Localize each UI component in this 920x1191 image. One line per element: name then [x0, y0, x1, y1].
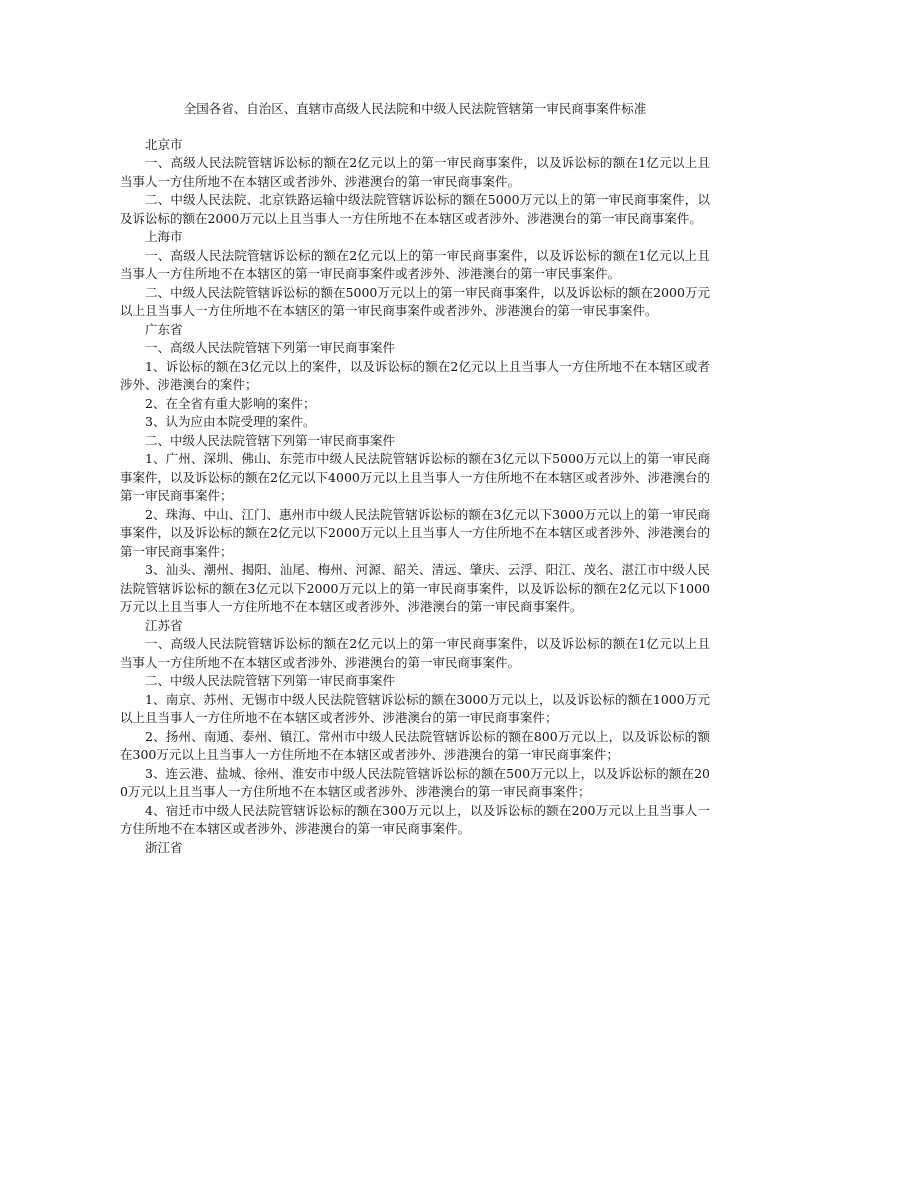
paragraph: 二、中级人民法院管辖下列第一审民商事案件: [145, 673, 396, 688]
paragraph: 3、汕头、潮州、揭阳、汕尾、梅州、河源、韶关、清远、肇庆、云浮、阳江、茂名、湛江市中级人民法院管辖诉讼标的额在3亿元以下2000万元以上的第一审民商事案件，以及诉讼标的额在2亿元以下1000万元以上且当事人一方住所地不在本辖区或者涉外、涉港澳台的第一审民商事案件。: [120, 562, 710, 614]
paragraph: 一、高级人民法院管辖诉讼标的额在2亿元以上的第一审民商事案件，以及诉讼标的额在1亿元以上且当事人一方住所地不在本辖区或者涉外、涉港澳台的第一审民商事案件。: [120, 155, 710, 189]
section: [120, 228, 710, 321]
paragraph: 2、珠海、中山、江门、惠州市中级人民法院管辖诉讼标的额在3亿元以下3000万元以上的第一审民商事案件，以及诉讼标的额在2亿元以下2000万元以上且当事人一方住所地不在本辖区或者涉外、涉港澳台的第一审民商事案件；: [120, 506, 710, 559]
paragraph: 2、在全省有重大影响的案件；: [145, 395, 316, 411]
paragraph: 3、认为应由本院受理的案件。: [145, 414, 316, 429]
paragraph: 一、高级人民法院管辖下列第一审民商事案件: [145, 340, 396, 355]
section-heading: 浙江省: [145, 839, 183, 855]
section: [120, 136, 710, 229]
paragraph: 一、高级人民法院管辖诉讼标的额在2亿元以上的第一审民商事案件，以及诉讼标的额在1亿元以上且当事人一方住所地不在本辖区或者涉外、涉港澳台的第一审民商事案件。: [120, 636, 710, 670]
paragraph: 二、中级人民法院管辖诉讼标的额在5000万元以上的第一审民商事案件，以及诉讼标的额在2000万元以上且当事人一方住所地不在本辖区的第一审民商事案件或者涉外、涉港澳台的第一审民事案件。: [120, 284, 710, 318]
document-page: [120, 100, 710, 857]
section-heading: 广东省: [145, 321, 183, 337]
paragraph: 4、宿迁市中级人民法院管辖诉讼标的额在300万元以上，以及诉讼标的额在200万元以上且当事人一方住所地不在本辖区或者涉外、涉港澳台的第一审民商事案件。: [120, 802, 710, 836]
section: [120, 617, 710, 839]
paragraph: 2、扬州、南通、泰州、镇江、常州市中级人民法院管辖诉讼标的额在800万元以上，以及诉讼标的额在300万元以上且当事人一方住所地不在本辖区或者涉外、涉港澳台的第一审民商事案件；: [120, 728, 710, 762]
paragraph: 1、广州、深圳、佛山、东莞市中级人民法院管辖诉讼标的额在3亿元以下5000万元以上的第一审民商事案件，以及诉讼标的额在2亿元以下4000万元以上且当事人一方住所地不在本辖区或者涉外、涉港澳台的第一审民商事案件；: [120, 451, 710, 503]
paragraph: 3、连云港、盐城、徐州、淮安市中级人民法院管辖诉讼标的额在500万元以上，以及诉讼标的额在200万元以上且当事人一方住所地不在本辖区或者涉外、涉港澳台的第一审民商事案件；: [120, 765, 710, 799]
paragraph: 1、南京、苏州、无锡市中级人民法院管辖诉讼标的额在3000万元以上，以及诉讼标的额在1000万元以上且当事人一方住所地不在本辖区或者涉外、涉港澳台的第一审民商事案件；: [120, 691, 710, 725]
section-heading: 北京市: [145, 136, 183, 152]
paragraph: 二、中级人民法院、北京铁路运输中级法院管辖诉讼标的额在5000万元以上的第一审民商事案件，以及诉讼标的额在2000万元以上且当事人一方住所地不在本辖区或者涉外、涉港澳台的第一审民商事案件。: [120, 192, 710, 226]
document-title: 全国各省、自治区、直辖市高级人民法院和中级人民法院管辖第一审民商事案件标准: [183, 101, 647, 116]
section-heading: 江苏省: [145, 617, 183, 633]
paragraph: 1、诉讼标的额在3亿元以上的案件，以及诉讼标的额在2亿元以上且当事人一方住所地不在本辖区或者涉外、涉港澳台的案件；: [120, 358, 710, 392]
section: [120, 839, 710, 858]
section-heading: 上海市: [145, 229, 183, 244]
document-body: [120, 136, 710, 858]
paragraph: 一、高级人民法院管辖诉讼标的额在2亿元以上的第一审民商事案件，以及诉讼标的额在1亿元以上且当事人一方住所地不在本辖区的第一审民商事案件或者涉外、涉港澳台的第一审民事案件。: [120, 247, 710, 281]
paragraph: 二、中级人民法院管辖下列第一审民商事案件: [145, 432, 396, 448]
section: [120, 321, 710, 617]
